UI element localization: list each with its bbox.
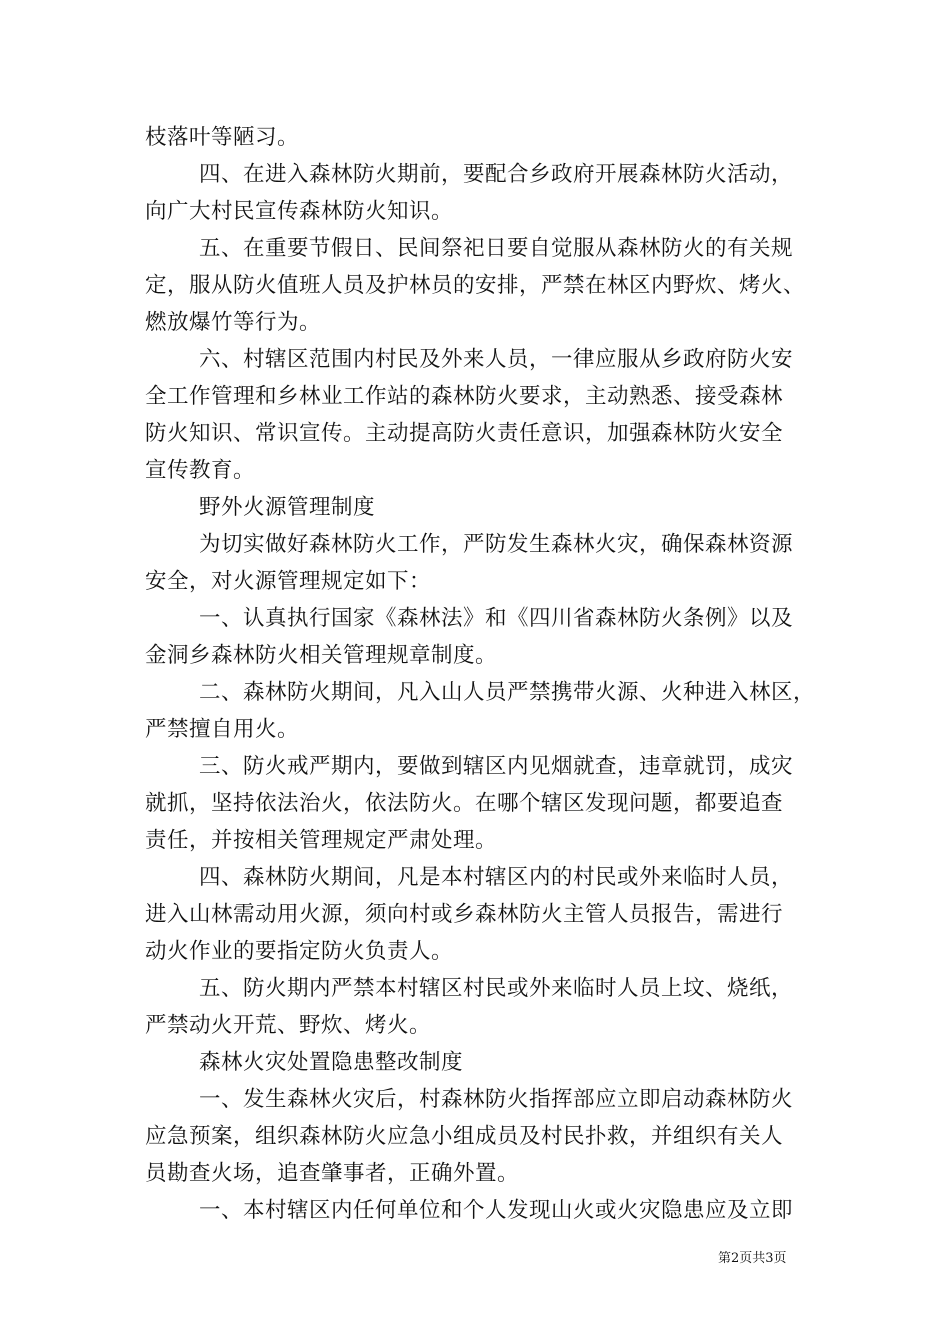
text-line: 进入山林需动用火源，须向村或乡森林防火主管人员报告，需进行 [145,902,784,927]
text-line: 金洞乡森林防火相关管理规章制度。 [145,643,498,668]
text-line: 责任，并按相关管理规定严肃处理。 [145,828,498,853]
text-line: 四、在进入森林防火期前，要配合乡政府开展森林防火活动， [199,162,794,187]
page-number: 第2页共3页 [718,1251,787,1266]
text-line: 六、村辖区范围内村民及外来人员，一律应服从乡政府防火安 [199,347,794,372]
text-line: 燃放爆竹等行为。 [145,310,322,335]
text-line: 四、森林防火期间，凡是本村辖区内的村民或外来临时人员， [199,865,794,890]
text-line: 宣传教育。 [145,458,256,483]
text-line: 一、认真执行国家《森林法》和《四川省森林防火条例》以及 [199,606,794,631]
text-line: 三、防火戒严期内，要做到辖区内见烟就查，违章就罚，成灾 [199,754,794,779]
text-line: 严禁擅自用火。 [145,717,300,742]
text-line: 一、发生森林火灾后，村森林防火指挥部应立即启动森林防火 [199,1087,794,1112]
text-line: 枝落叶等陋习。 [145,125,300,150]
text-line: 一、本村辖区内任何单位和个人发现山火或火灾隐患应及立即 [199,1198,794,1223]
text-line: 全工作管理和乡林业工作站的森林防火要求，主动熟悉、接受森林 [145,384,784,409]
section-heading: 森林火灾处置隐患整改制度 [199,1050,464,1075]
text-line: 安全，对火源管理规定如下： [145,569,432,594]
text-line: 员勘查火场，追查肇事者，正确外置。 [145,1161,520,1186]
section-heading: 野外火源管理制度 [199,495,376,520]
text-line: 向广大村民宣传森林防火知识。 [145,199,454,224]
text-line: 五、在重要节假日、民间祭祀日要自觉服从森林防火的有关规 [199,236,794,261]
text-line: 为切实做好森林防火工作，严防发生森林火灾，确保森林资源 [199,532,794,557]
text-line: 应急预案，组织森林防火应急小组成员及村民扑救，并组织有关人 [145,1124,784,1149]
text-line: 就抓，坚持依法治火，依法防火。在哪个辖区发现问题，都要追查 [145,791,784,816]
text-line: 定，服从防火值班人员及护林员的安排，严禁在林区内野炊、烤火、 [145,273,806,298]
text-line: 五、防火期内严禁本村辖区村民或外来临时人员上坟、烧纸， [199,976,794,1001]
text-line: 二、森林防火期间，凡入山人员严禁携带火源、火种进入林区， [199,680,816,705]
text-line: 严禁动火开荒、野炊、烤火。 [145,1013,432,1038]
text-line: 防火知识、常识宣传。主动提高防火责任意识，加强森林防火安全 [145,421,784,446]
text-line: 动火作业的要指定防火负责人。 [145,939,454,964]
